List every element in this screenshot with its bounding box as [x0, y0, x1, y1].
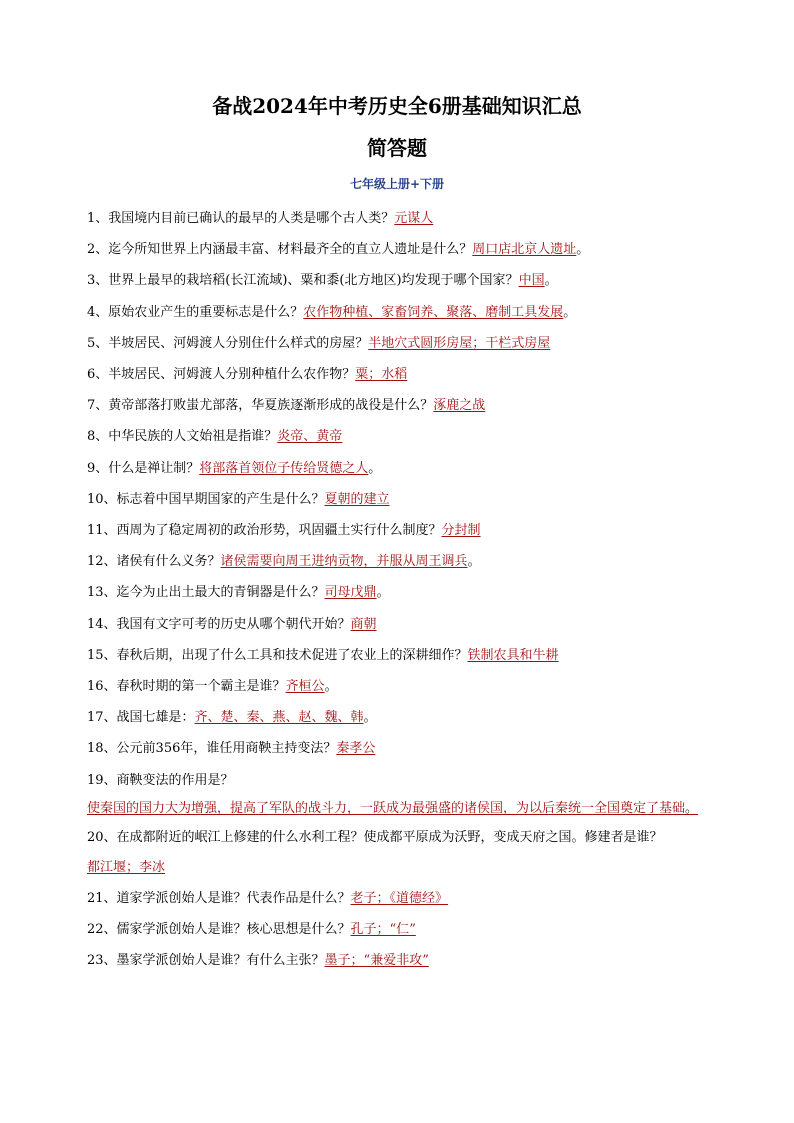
answer-text: 商朝	[350, 616, 377, 632]
question-text: 7、黄帝部落打败蚩尤部落，华夏族逐渐形成的战役是什么？	[87, 398, 434, 414]
question-text: 23、墨家学派创始人是谁？有什么主张？	[87, 953, 325, 969]
qa-item	[87, 203, 707, 234]
answer-text: 炎帝、黄帝	[277, 429, 343, 445]
question-text: 13、迄今为止出土最大的青铜器是什么？	[87, 585, 325, 601]
answer-text: 齐桓公	[285, 679, 325, 695]
question-text: 17、战国七雄是：	[87, 710, 195, 726]
answer-text: 夏朝的建立	[324, 491, 390, 507]
answer-punct: 。	[376, 585, 390, 601]
qa-item	[87, 297, 707, 328]
question-text: 9、什么是禅让制？	[87, 460, 200, 476]
answer-text: 齐、楚、秦、燕、赵、魏、韩	[194, 710, 364, 726]
answer-text: 分封制	[441, 523, 481, 539]
document-subtitle: 简答题	[367, 136, 427, 160]
qa-item	[87, 359, 707, 390]
qa-item	[87, 453, 707, 484]
qa-item	[87, 577, 707, 608]
question-text: 14、我国有文字可考的历史从哪个朝代开始？	[87, 616, 351, 632]
qa-item	[87, 765, 707, 822]
answer-punct: 。	[576, 242, 590, 258]
question-text: 22、儒家学派创始人是谁？核心思想是什么？	[87, 922, 351, 938]
answer-text: 中国	[518, 273, 545, 289]
answer-text-body: 使秦国的国力大为增强，提高了军队的战斗力，一跃成为最强盛的诸侯国，为以后秦统一全国奠定了基础	[87, 800, 686, 816]
question-text: 12、诸侯有什么义务？	[87, 554, 221, 570]
question-text: 6、半坡居民、河姆渡人分别种植什么农作物？	[87, 367, 356, 383]
qa-item	[87, 822, 707, 883]
qa-item	[87, 640, 707, 671]
question-text: 15、春秋后期，出现了什么工具和技术促进了农业上的深耕细作？	[87, 647, 468, 663]
qa-item	[87, 883, 707, 914]
qa-item	[87, 702, 707, 733]
question-text: 5、半坡居民、河姆渡人分别住什么样式的房屋？	[87, 335, 369, 351]
answer-text	[87, 796, 707, 822]
answer-text: 涿鹿之战	[433, 398, 486, 414]
answer-text: 周口店北京人遗址	[472, 242, 577, 258]
qa-item	[87, 609, 707, 640]
question-text: 10、标志着中国早期国家的产生是什么？	[87, 491, 325, 507]
qa-list	[87, 203, 707, 977]
question-text: 11、西周为了稳定周初的政治形势，巩固疆土实行什么制度？	[87, 523, 442, 539]
question-text: 16、春秋时期的第一个霸主是谁？	[87, 679, 286, 695]
answer-text: 半地穴式圆形房屋；干栏式房屋	[368, 335, 551, 351]
qa-item	[87, 421, 707, 452]
answer-text: 将部落首领位子传给贤德之人	[199, 460, 369, 476]
question-text: 19、商鞅变法的作用是？	[87, 772, 234, 788]
answer-text: 铁制农具和牛耕	[467, 647, 559, 663]
answer-text: 司母戊鼎	[324, 585, 377, 601]
answer-text: 农作物种植、家畜饲养、聚落、磨制工具发展	[303, 304, 564, 320]
qa-item	[87, 390, 707, 421]
question-text: 3、世界上最早的栽培稻(长江流域)、粟和黍(北方地区)均发现于哪个国家？	[87, 273, 519, 289]
answer-punct: 。	[685, 800, 699, 816]
answer-text: 老子；《道德经》	[350, 891, 449, 907]
answer-text: 墨子；“兼爱非攻”	[324, 953, 429, 969]
section-heading: 七年级上册+下册	[349, 177, 445, 191]
answer-text: 诸侯需要向周王进纳贡物，并服从周王调兵	[220, 554, 468, 570]
qa-item	[87, 515, 707, 546]
question-text: 4、原始农业产生的重要标志是什么？	[87, 304, 304, 320]
qa-item	[87, 945, 707, 976]
qa-item	[87, 546, 707, 577]
question-text: 21、道家学派创始人是谁？代表作品是什么？	[87, 891, 351, 907]
qa-item	[87, 484, 707, 515]
answer-punct: 。	[368, 460, 382, 476]
answer-text: 秦孝公	[336, 741, 376, 757]
qa-item	[87, 234, 707, 265]
answer-punct: 。	[544, 273, 558, 289]
question-text: 1、我国境内目前已确认的最早的人类是哪个古人类？	[87, 211, 395, 226]
document-title: 备战2024年中考历史全6册基础知识汇总	[212, 94, 582, 118]
qa-item	[87, 265, 707, 296]
qa-item	[87, 733, 707, 764]
answer-text: 元谋人	[394, 211, 434, 226]
answer-punct: 。	[563, 304, 577, 320]
answer-punct: 。	[363, 710, 377, 726]
question-text: 18、公元前356年，谁任用商鞅主持变法？	[87, 741, 337, 757]
qa-item	[87, 914, 707, 945]
answer-text: 粟；水稻	[355, 367, 408, 383]
qa-item	[87, 671, 707, 702]
question-text: 2、迄今所知世界上内涵最丰富、材料最齐全的直立人遗址是什么？	[87, 242, 473, 258]
question-text: 8、中华民族的人文始祖是指谁？	[87, 429, 278, 445]
answer-punct: 。	[467, 554, 481, 570]
answer-text: 都江堰；李冰	[87, 860, 166, 876]
qa-item	[87, 328, 707, 359]
answer-text: 孔子；“仁”	[350, 922, 416, 938]
question-text: 20、在成都附近的岷江上修建的什么水利工程？使成都平原成为沃野，变成天府之国。修建者是谁？	[87, 829, 663, 845]
answer-punct: 。	[324, 679, 338, 695]
